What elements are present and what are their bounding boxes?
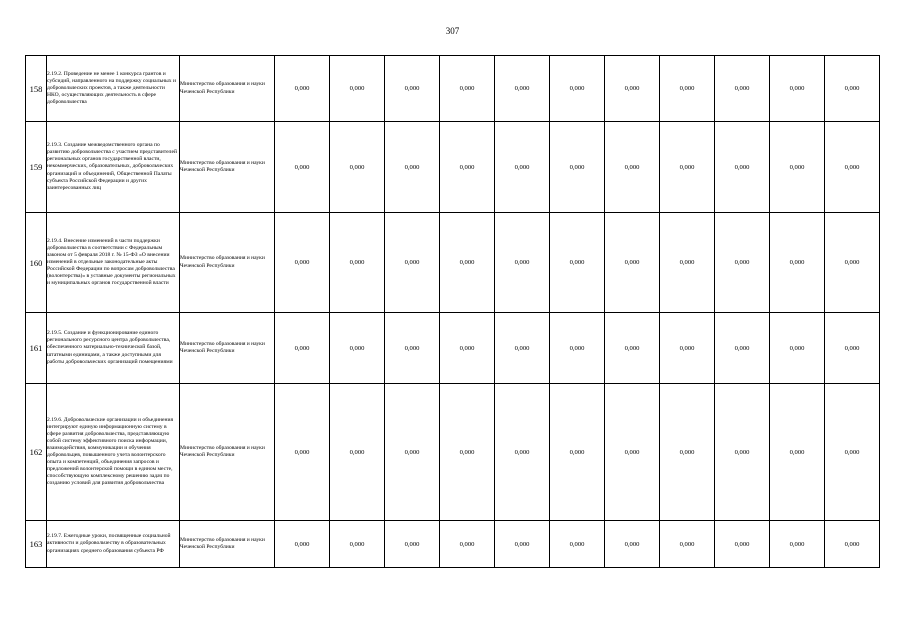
activity-description: 2.19.4. Внесение изменений в части поддержки добровольчества в соответствии с Федеральным законом от 5 февраля 2018 г. № 15-ФЗ «О внесении изменений в отдельные законодательные акты Российской Федерации по вопросам добровольчества (волонтерства)» в уставные документы региональных и муниципальных органов государственной власти: [47, 213, 180, 313]
funding-value: 0,000: [495, 56, 550, 122]
funding-value: 0,000: [275, 384, 330, 521]
funding-value: 0,000: [660, 384, 715, 521]
funding-value: 0,000: [330, 384, 385, 521]
row-number: 162: [26, 384, 47, 521]
responsible-executor: Министерство образования и науки Чеченской Республики: [180, 56, 275, 122]
row-number: 161: [26, 313, 47, 384]
funding-value: 0,000: [385, 122, 440, 213]
funding-value: 0,000: [605, 313, 660, 384]
funding-value: 0,000: [550, 56, 605, 122]
funding-value: 0,000: [770, 213, 825, 313]
responsible-executor: Министерство образования и науки Чеченской Республики: [180, 122, 275, 213]
funding-value: 0,000: [605, 56, 660, 122]
funding-value: 0,000: [660, 213, 715, 313]
funding-value: 0,000: [770, 521, 825, 568]
funding-value: 0,000: [495, 313, 550, 384]
responsible-executor: Министерство образования и науки Чеченской Республики: [180, 521, 275, 568]
funding-value: 0,000: [715, 213, 770, 313]
funding-value: 0,000: [770, 384, 825, 521]
funding-value: 0,000: [440, 122, 495, 213]
funding-value: 0,000: [385, 313, 440, 384]
row-number: 160: [26, 213, 47, 313]
funding-value: 0,000: [495, 122, 550, 213]
funding-value: 0,000: [275, 521, 330, 568]
funding-value: 0,000: [825, 313, 880, 384]
funding-value: 0,000: [770, 313, 825, 384]
table-row: [26, 384, 880, 521]
row-number: 159: [26, 122, 47, 213]
funding-value: 0,000: [715, 384, 770, 521]
activity-description: 2.19.7. Ежегодные уроки, посвященные социальной активности и добровольчеству в образовательных организациях среднего образования субъекта РФ: [47, 521, 180, 568]
funding-value: 0,000: [660, 313, 715, 384]
funding-value: 0,000: [385, 521, 440, 568]
row-number: 163: [26, 521, 47, 568]
table-row: [26, 213, 880, 313]
funding-value: 0,000: [275, 56, 330, 122]
funding-value: 0,000: [385, 56, 440, 122]
table-row: [26, 521, 880, 568]
funding-value: 0,000: [330, 521, 385, 568]
funding-value: 0,000: [330, 213, 385, 313]
funding-value: 0,000: [660, 521, 715, 568]
activity-description: 2.19.2. Проведение не менее 1 конкурса грантов и субсидий, направленного на поддержку социальных и добровольческих проектов, а также деятельности НКО, осуществляющих деятельность в сфере добровольчества: [47, 56, 180, 122]
funding-value: 0,000: [440, 213, 495, 313]
table-row: [26, 313, 880, 384]
funding-value: 0,000: [605, 213, 660, 313]
activity-description: 2.19.6. Добровольческие организации и объединения интегрируют единую информационную систему в сфере развития добровольчества, представляющую собой систему эффективного поиска информации, взаимодействия, коммуникации и обучения добровольцев, повышенного учета волонтерского опыта и компетенций, объединения запросов и предложений волонтерской помощи в едином месте, способствующую комплексному решению задач по созданию условий для развития добровольчества: [47, 384, 180, 521]
funding-value: 0,000: [495, 213, 550, 313]
budget-table: [25, 55, 880, 568]
funding-value: 0,000: [550, 122, 605, 213]
funding-value: 0,000: [330, 122, 385, 213]
responsible-executor: Министерство образования и науки Чеченской Республики: [180, 384, 275, 521]
funding-value: 0,000: [550, 213, 605, 313]
funding-value: 0,000: [495, 521, 550, 568]
funding-value: 0,000: [715, 313, 770, 384]
funding-value: 0,000: [275, 122, 330, 213]
responsible-executor: Министерство образования и науки Чеченской Республики: [180, 313, 275, 384]
activity-description: 2.19.3. Создание межведомственного органа по развитию добровольчества с участием представителей региональных органов государственной власти, некоммерческих, образовательных, добровольческих организаций и объединений, Общественной Палаты субъекта Российской Федерации и других заинтересованных лиц: [47, 122, 180, 213]
funding-value: 0,000: [825, 56, 880, 122]
funding-value: 0,000: [440, 521, 495, 568]
row-number: 158: [26, 56, 47, 122]
funding-value: 0,000: [330, 313, 385, 384]
funding-value: 0,000: [550, 521, 605, 568]
funding-value: 0,000: [385, 213, 440, 313]
table-row: [26, 122, 880, 213]
funding-value: 0,000: [825, 122, 880, 213]
funding-value: 0,000: [825, 384, 880, 521]
funding-value: 0,000: [440, 313, 495, 384]
funding-value: 0,000: [825, 521, 880, 568]
funding-value: 0,000: [825, 213, 880, 313]
funding-value: 0,000: [550, 384, 605, 521]
funding-value: 0,000: [275, 313, 330, 384]
funding-value: 0,000: [770, 56, 825, 122]
funding-value: 0,000: [440, 384, 495, 521]
funding-value: 0,000: [605, 521, 660, 568]
funding-value: 0,000: [770, 122, 825, 213]
activity-description: 2.19.5. Создание и функционирование единого регионального ресурсного центра добровольчества, обеспеченного материально-технической базой, штатными единицами, а также доступными для работы добровольческих организаций помещениями: [47, 313, 180, 384]
funding-value: 0,000: [495, 384, 550, 521]
funding-value: 0,000: [275, 213, 330, 313]
page-number: 307: [445, 26, 460, 36]
funding-value: 0,000: [385, 384, 440, 521]
funding-value: 0,000: [715, 56, 770, 122]
funding-value: 0,000: [605, 122, 660, 213]
funding-value: 0,000: [715, 122, 770, 213]
funding-value: 0,000: [660, 56, 715, 122]
funding-value: 0,000: [440, 56, 495, 122]
funding-value: 0,000: [605, 384, 660, 521]
responsible-executor: Министерство образования и науки Чеченской Республики: [180, 213, 275, 313]
table-row: [26, 56, 880, 122]
funding-value: 0,000: [660, 122, 715, 213]
funding-value: 0,000: [715, 521, 770, 568]
funding-value: 0,000: [330, 56, 385, 122]
funding-value: 0,000: [550, 313, 605, 384]
